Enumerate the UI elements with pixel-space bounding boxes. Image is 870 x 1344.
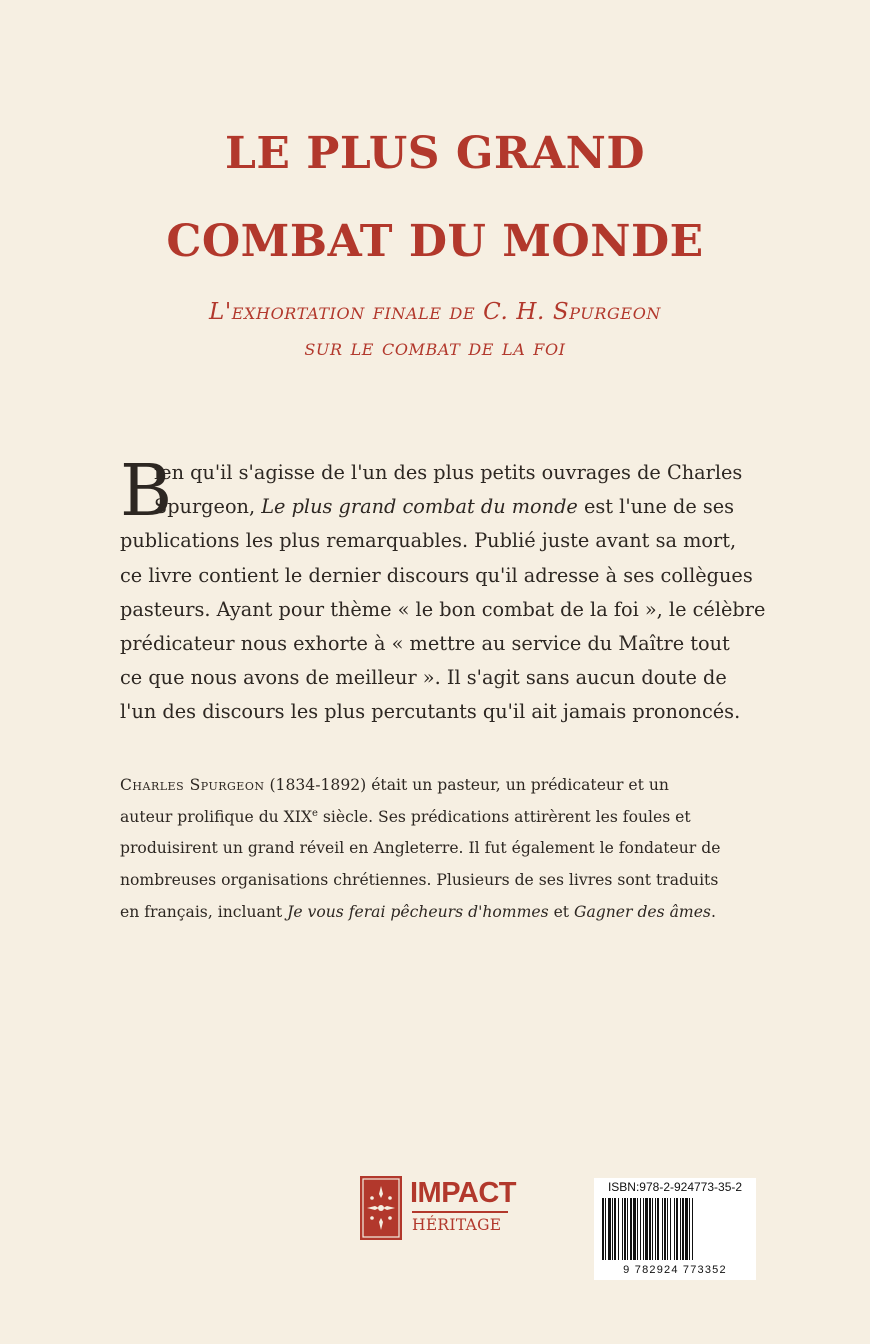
bio-line: nombreuses organisations chrétiennes. Plusieurs de ses livres sont traduits xyxy=(120,871,719,890)
bio-line: produisirent un grand réveil en Angleterre. Il fut également le fondateur de xyxy=(120,839,721,858)
bio-line: en français, incluant Je vous ferai pêcheurs d'hommes et Gagner des âmes. xyxy=(120,902,716,921)
book-title-italic: Le plus grand combat du monde xyxy=(261,495,578,519)
barcode-bars-icon xyxy=(594,1198,756,1264)
description-line: Spurgeon, Le plus grand combat du monde est l'une de ses xyxy=(154,495,735,519)
bio-line: auteur prolifique du XIXe siècle. Ses prédications attirèrent les foules et xyxy=(120,807,691,826)
description-line: ce livre contient le dernier discours qu'il adresse à ses collègues xyxy=(120,563,753,587)
bio-line: Charles Spurgeon (1834-1892) était un pasteur, un prédicateur et un xyxy=(120,776,669,794)
book-title xyxy=(0,128,870,267)
subtitle-line-1: L'exhortation finale de C. H. Spurgeon xyxy=(208,299,662,325)
description-line: pasteurs. Ayant pour thème « le bon combat de la foi », le célèbre xyxy=(120,597,766,621)
publisher-logo xyxy=(360,1176,520,1246)
description-line: ce que nous avons de meilleur ». Il s'agit sans aucun doute de xyxy=(120,666,727,690)
isbn-label: ISBN:978-2-924773-35-2 xyxy=(607,1180,743,1194)
century-superscript: e xyxy=(312,807,318,819)
publisher-imprint: HÉRITAGE xyxy=(412,1216,502,1234)
logo-divider xyxy=(412,1211,508,1213)
subtitle-line-2: sur le combat de la foi xyxy=(304,335,566,361)
book-subtitle xyxy=(0,294,870,366)
book-title-2: Gagner des âmes xyxy=(574,902,711,921)
title-line-1: LE PLUS GRAND xyxy=(224,128,646,179)
drop-cap: B xyxy=(120,449,173,532)
book-description xyxy=(120,449,766,730)
book-title-1: Je vous ferai pêcheurs d'hommes xyxy=(287,902,549,921)
isbn-barcode xyxy=(594,1178,756,1280)
publisher-name: IMPACT xyxy=(410,1177,517,1209)
description-line: prédicateur nous exhorte à « mettre au service du Maître tout xyxy=(120,632,730,656)
description-line: l'un des discours les plus percutants qu'il ait jamais prononcés. xyxy=(120,700,741,724)
barcode-digits: 9 782924 773352 xyxy=(623,1264,727,1276)
author-bio xyxy=(120,770,760,929)
title-line-2: COMBAT DU MONDE xyxy=(166,216,704,267)
description-line: ien qu'il s'agisse de l'un des plus petits ouvrages de Charles xyxy=(154,461,743,484)
author-name: Charles Spurgeon xyxy=(120,776,265,794)
description-line: publications les plus remarquables. Publié juste avant sa mort, xyxy=(120,529,737,553)
cross-emblem-icon xyxy=(360,1176,402,1240)
